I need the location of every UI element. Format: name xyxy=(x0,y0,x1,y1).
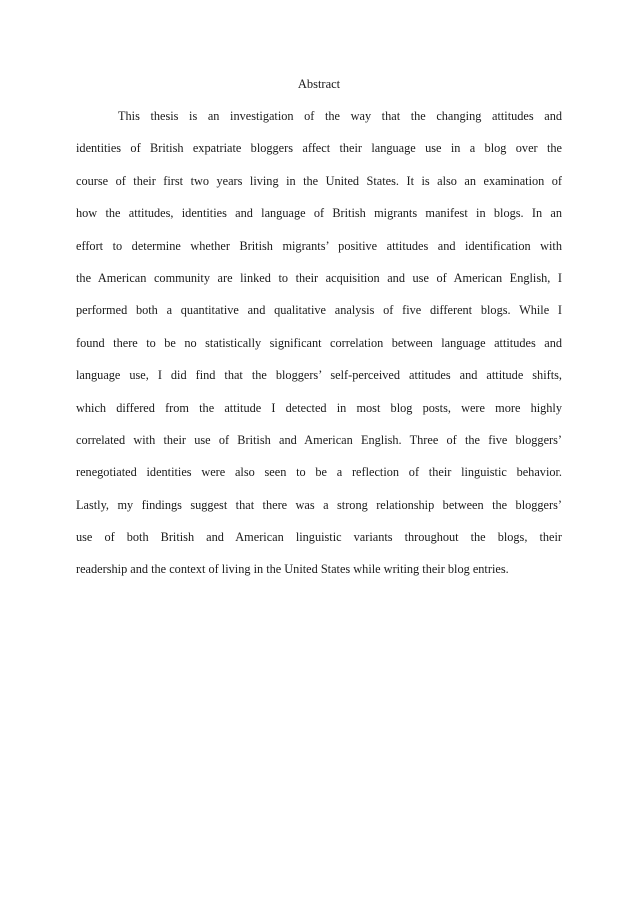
abstract-line: This thesis is an investigation of the way that the changing attitudes and xyxy=(118,109,562,123)
abstract-heading: Abstract xyxy=(297,77,341,91)
abstract-line: identities of British expatriate bloggers affect their language use in a blog over the xyxy=(76,141,562,156)
abstract-line: which differed from the attitude I detected in most blog posts, were more highly xyxy=(76,400,562,415)
abstract-line: course of their first two years living in the United States. It is also an examination of xyxy=(76,173,562,188)
abstract-line: readership and the context of living in the United States while writing their blog entries. xyxy=(76,562,509,577)
abstract-line: the American community are linked to their acquisition and use of American English, I xyxy=(76,270,562,285)
abstract-line: found there to be no statistically significant correlation between language attitudes and xyxy=(76,335,562,350)
abstract-line: correlated with their use of British and American English. Three of the five bloggers’ xyxy=(76,432,562,447)
abstract-line: renegotiated identities were also seen to be a reflection of their linguistic behavior. xyxy=(76,465,562,480)
abstract-line: performed both a quantitative and qualitative analysis of five different blogs. While I xyxy=(76,303,562,318)
abstract-line: use of both British and American linguistic variants throughout the blogs, their xyxy=(76,530,562,545)
abstract-paragraph xyxy=(76,108,562,594)
abstract-line: language use, I did find that the bloggers’ self-perceived attitudes and attitude shifts, xyxy=(76,368,562,383)
abstract-line: how the attitudes, identities and language of British migrants manifest in blogs. In an xyxy=(76,206,562,221)
abstract-line: effort to determine whether British migrants’ positive attitudes and identification with xyxy=(76,238,562,253)
abstract-line: Lastly, my findings suggest that there was a strong relationship between the bloggers’ xyxy=(76,497,562,512)
